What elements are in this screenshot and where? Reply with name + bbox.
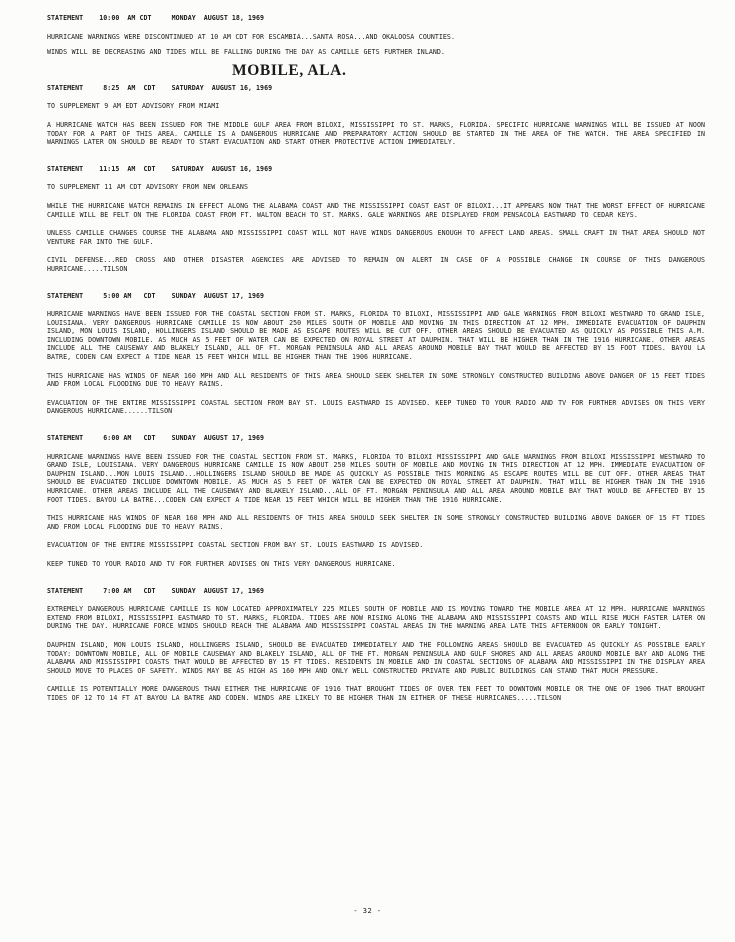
statement-paragraph: WHILE THE HURRICANE WATCH REMAINS IN EFFECT ALONG THE ALABAMA COAST AND THE MISSISSIPPI COAST EAST OF BILOXI...IT APPEARS NOW THAT THE WORST EFFECT OF HURRICANE CAMILLE WILL BE FELT ON THE FLORIDA COAST FROM FT. WALTON BEACH TO ST. MARKS. GALE WARNINGS ARE DISPLAYED FROM PENSACOLA EASTWARD TO CEDAR KEYS. [47,201,705,219]
statement-paragraph: HURRICANE WARNINGS HAVE BEEN ISSUED FOR THE COASTAL SECTION FROM ST. MARKS, FLORIDA TO BILOXI MISSISSIPPI AND GALE WARNINGS FROM BILOXI MISSISSIPPI WESTWARD TO GRAND ISLE, LOUISIANA. VERY DANGEROUS HURRICANE CAMILLE IS NOW ABOUT 250 MILES SOUTH OF MOBILE AND MOVING IN THIS DIRECTION AT 12 MPH. IMMEDIATE EVACUATION OF DAUPHIN ISLAND...MON LOUIS ISLAND...HOLLINGERS ISLAND SHOULD BE MADE AS QUICKLY AS POSSIBLE THIS MORNING AS ESCAPE ROUTES WILL BE CUT OFF. OTHER AREAS THAT SHOULD BE EVACUATED INCLUDE DOWNTOWN MOBILE. AS MUCH AS 5 FEET OF WATER CAN BE EXPECTED ON ROYAL STREET AT DAUPHIN. THAT WILL BE HIGHER THAN IN THE 1916 HURRICANE. OTHER AREAS INCLUDE ALL THE CAUSEWAY AND BLAKELY ISLAND...ALL OF FT. MORGAN PENINSULA AND ALL AREA AROUND MOBILE BAY THAT WOULD BE AFFECTED BY 15 FOOT TIDES. BAYOU LA BATRE...CODEN CAN EXPECT A TIDE NEAR 15 FEET WHICH WILL BE HIGHER THAN THE 1916 HURRICANE. [47,452,705,504]
statement-header: STATEMENT 6:00 AM CDT SUNDAY AUGUST 17, 1969 [47,434,265,443]
statement-paragraph: UNLESS CAMILLE CHANGES COURSE THE ALABAMA AND MISSISSIPPI COAST WILL NOT HAVE WINDS DANGEROUS ENOUGH TO AFFECT LAND AREAS. SMALL CRAFT IN THAT AREA SHOULD NOT VENTURE FAR INTO THE GULF. [47,229,705,246]
statement-paragraph: A HURRICANE WATCH HAS BEEN ISSUED FOR THE MIDDLE GULF AREA FROM BILOXI, MISSISSIPPI TO ST. MARKS, FLORIDA. SPECIFIC HURRICANE WARNINGS WILL BE ISSUED AT NOON TODAY FOR A PART OF THIS AREA. CAMILLE IS A DANGEROUS HURRICANE AND PREPARATORY ACTION SHOULD BE STARTED IN THE AREA OF THE WATCH. THE AREA SPECIFIED IN WARNINGS LATER ON SHOULD BE READY TO START EVACUATION AND START OTHER PROTECTIVE ACTION IMMEDIATELY. [47,120,705,147]
statement-paragraph: TO SUPPLEMENT 11 AM CDT ADVISORY FROM NEW ORLEANS [47,183,248,192]
statement-paragraph: HURRICANE WARNINGS WERE DISCONTINUED AT 10 AM CDT FOR ESCAMBIA...SANTA ROSA...AND OKALOOSA COUNTIES. [47,32,455,41]
statement-paragraph: KEEP TUNED TO YOUR RADIO AND TV FOR FURTHER ADVISES ON THIS VERY DANGEROUS HURRICANE. [47,559,396,568]
statement-block [47,434,705,569]
statement-paragraph: TO SUPPLEMENT 9 AM EDT ADVISORY FROM MIAMI [47,102,220,111]
statement-paragraph: THIS HURRICANE HAS WINDS OF NEAR 160 MPH AND ALL RESIDENTS OF THIS AREA SHOULD SEEK SHELTER IN SOME STRONGLY CONSTRUCTED BUILDING ABOVE DANGER OF 15 FT TIDES AND FROM LOCAL FLOODING DUE TO HEAVY RAINS. [47,514,705,531]
statement-paragraph: HURRICANE WARNINGS HAVE BEEN ISSUED FOR THE COASTAL SECTION FROM ST. MARKS, FLORIDA TO BILOXI, MISSISSIPPI AND GALE WARNINGS FROM BILOXI WESTWARD TO GRAND ISLE, LOUISIANA. VERY DANGEROUS HURRICANE CAMILLE IS NOW ABOUT 250 MILES SOUTH OF MOBILE AND MOVING IN THIS DIRECTION AT 12 MPH. IMMEDIATE EVACUATION OF DAUPHIN ISLAND, MON LOUIS ISLAND, HOLLINGERS ISLAND SHOULD BE MADE AS ESCAPE ROUTES WILL BE CUT OFF. OTHER AREAS SHOULD BE EVACUATED AS QUICKLY AS POSSIBLE THIS A.M. INCLUDING DOWNTOWN MOBILE. AS MUCH AS 5 FEET OF WATER CAN BE EXPECTED ON ROYAL STREET AT DAUPHIN. THAT WILL BE HIGHER THAN IN THE 1916 HURRICANE. OTHER AREAS INCLUDE ALL THE CAUSEWAY AND BLAKELY ISLAND, ALL OF FT. MORGAN PENINSULA AND ALL AREAS AROUND MOBILE BAY THAT WOULD BE AFFECTED BY 15 FOOT TIDES. BAYOU LA BATRE, CODEN CAN EXPECT A TIDE NEAR 15 FEET WHICH WILL BE HIGHER THAN THE 1906 HURRICANE. [47,310,705,362]
statement-paragraph: THIS HURRICANE HAS WINDS OF NEAR 160 MPH AND ALL RESIDENTS OF THIS AREA SHOULD SEEK SHELTER IN SOME STRONGLY CONSTRUCTED BUILDING ABOVE DANGER OF 15 FEET TIDES AND FROM LOCAL FLOODING DUE TO HEAVY RAINS. [47,371,705,389]
statement-paragraph: EXTREMELY DANGEROUS HURRICANE CAMILLE IS NOW LOCATED APPROXIMATELY 225 MILES SOUTH OF MOBILE AND IS MOVING TOWARD THE MOBILE AREA AT 12 MPH. HURRICANE WARNINGS EXTEND FROM BILOXI, MISSISSIPPI EASTWARD TO ST. MARKS, FLORIDA. TIDES ARE NOW RISING ALONG THE ALABAMA AND MISSISSIPPI COASTS AND WILL RISE MUCH FASTER LATER ON DURING THE DAY. HURRICANE FORCE WINDS SHOULD REACH THE ALABAMA AND MISSISSIPPI COASTAL AREAS IN THE WARNING AREA LATE THIS AFTERNOON OR EARLY TONIGHT. [47,605,705,631]
city-heading: MOBILE, ALA. [232,61,347,79]
statement-block [47,292,705,417]
statement-paragraph: DAUPHIN ISLAND, MON LOUIS ISLAND, HOLLINGERS ISLAND, SHOULD BE EVACUATED IMMEDIATELY AND THE FOLLOWING AREAS SHOULD BE EVACUATED AS QUICKLY AS POSSIBLE EARLY TODAY: DOWNTOWN MOBILE, ALL OF MOBILE CAUSEWAY AND BLAKELY ISLAND, ALL OF THE FT. MORGAN PENINSULA AND GULF SHORES AND ALL AREAS AROUND MOBILE BAY AND ALONG THE ALABAMA AND MISSISSIPPI COASTS THAT WOULD BE AFFECTED BY 15 FT TIDES. RESIDENTS IN MOBILE AND IN COASTAL SECTIONS OF ALABAMA AND MISSISSIPPI IN THE DISPLAY AREA SHOULD MOVE TO PLACES OF SAFETY. WINDS MAY BE AS HIGH AS 160 MPH AND ONLY WELL CONSTRUCTED PRIVATE AND PUBLIC BUILDINGS CAN STAND THAT MUCH PRESSURE. [47,640,705,675]
statement-block [47,165,705,274]
statement-paragraph: CAMILLE IS POTENTIALLY MORE DANGEROUS THAN EITHER THE HURRICANE OF 1916 THAT BROUGHT TIDES OF OVER TEN FEET TO DOWNTOWN MOBILE OR THE ONE OF 1906 THAT BROUGHT TIDES OF 12 TO 14 FT AT BAYOU LA BATRE AND CODEN. WINDS ARE LIKELY TO BE HIGHER THAN IN EITHER OF THESE HURRICANES.....TILSON [47,685,705,702]
statement-header: STATEMENT 7:00 AM CDT SUNDAY AUGUST 17, 1969 [47,586,265,595]
statement-block [47,84,705,147]
statement-header: STATEMENT 11:15 AM CDT SATURDAY AUGUST 16, 1969 [47,164,273,173]
statement-paragraph: WINDS WILL BE DECREASING AND TIDES WILL BE FALLING DURING THE DAY AS CAMILLE GETS FURTHER INLAND. [47,48,445,57]
statement-paragraph: CIVIL DEFENSE...RED CROSS AND OTHER DISASTER AGENCIES ARE ADVISED TO REMAIN ON ALERT IN CASE OF A POSSIBLE CHANGE IN COURSE OF THIS DANGEROUS HURRICANE.....TILSON [47,256,705,273]
statement-block [47,14,705,57]
statement-header: STATEMENT 5:00 AM CDT SUNDAY AUGUST 17, 1969 [47,291,265,300]
statement-header: STATEMENT 10:00 AM CDT MONDAY AUGUST 18, 1969 [47,14,265,22]
statement-header: STATEMENT 8:25 AM CDT SATURDAY AUGUST 16, 1969 [47,83,273,92]
statement-block [47,587,705,703]
statement-paragraph: EVACUATION OF THE ENTIRE MISSISSIPPI COASTAL SECTION FROM BAY ST. LOUIS EASTWARD IS ADVISED. KEEP TUNED TO YOUR RADIO AND TV FOR FURTHER ADVISES ON THIS VERY DANGEROUS HURRICANE......TILSON [47,398,705,416]
page-number: - 32 - [353,907,382,915]
statement-paragraph: EVACUATION OF THE ENTIRE MISSISSIPPI COASTAL SECTION FROM BAY ST. LOUIS EASTWARD IS ADVISED. [47,541,424,550]
